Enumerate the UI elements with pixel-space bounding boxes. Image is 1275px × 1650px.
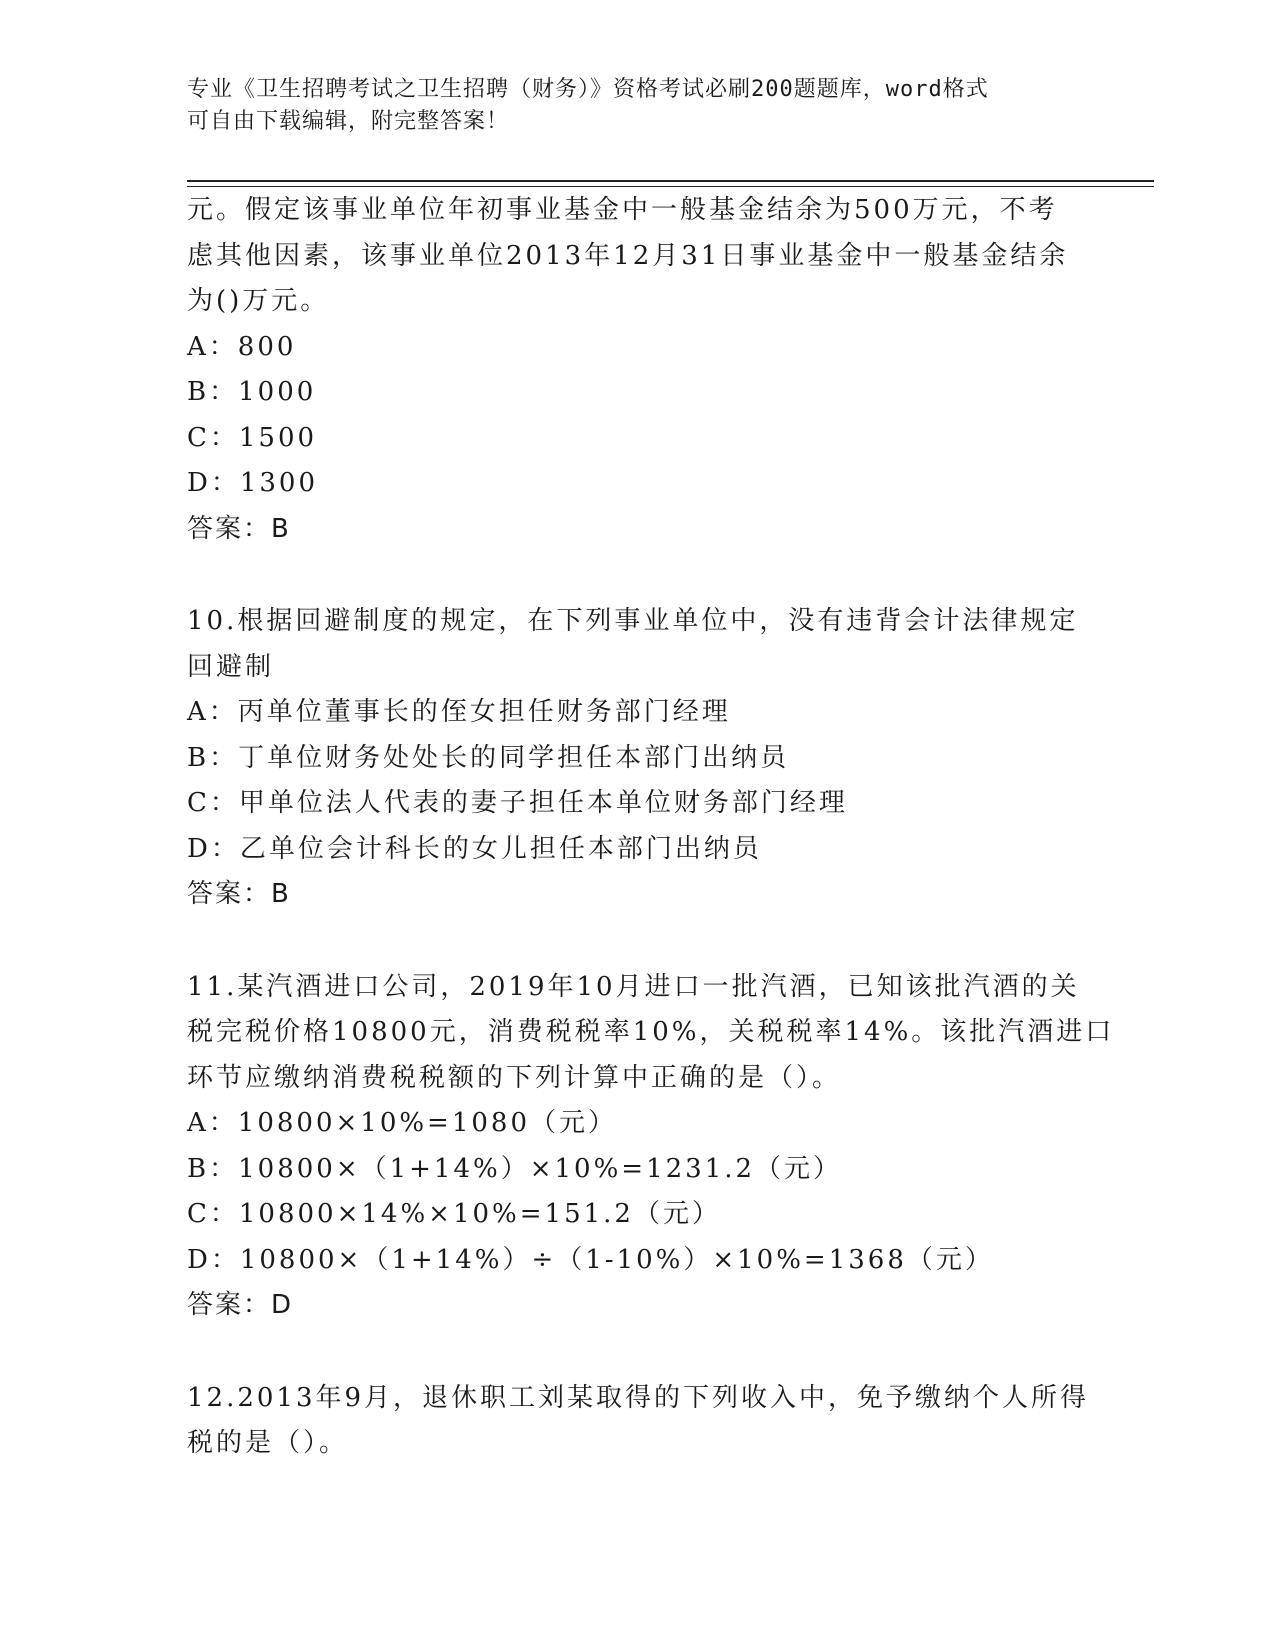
option-b: B：1000 — [187, 377, 317, 407]
header-line: 可自由下载编辑，附完整答案！ — [187, 109, 510, 134]
option-c: C：10800×14%×10%=151.2（元） — [187, 1199, 721, 1229]
answer-label: 答案：B — [187, 513, 291, 544]
option-b: B：丁单位财务处处长的同学担任本部门出纳员 — [187, 742, 790, 773]
spacer — [187, 918, 1087, 965]
option-a: A：10800×10%=1080（元） — [187, 1108, 618, 1138]
option-d: D：乙单位会计科长的女儿担任本部门出纳员 — [187, 833, 762, 864]
question-11 — [187, 965, 1115, 1329]
option-d: D：1300 — [187, 468, 319, 498]
answer-label: 答案：D — [187, 1290, 294, 1320]
spacer — [187, 552, 1087, 599]
header-divider-thin — [187, 186, 1154, 187]
option-c: C：甲单位法人代表的妻子担任本单位财务部门经理 — [187, 788, 848, 818]
option-a: A：丙单位董事长的侄女担任财务部门经理 — [187, 697, 731, 727]
question-text-line: 回避制 — [187, 651, 275, 682]
question-text-line: 11.某汽酒进口公司，2019年10月进口一批汽酒，已知该批汽酒的关 — [187, 971, 1080, 1002]
question-text-line: 元。假定该事业单位年初事业基金中一般基金结余为500万元，不考 — [187, 195, 1058, 225]
option-a: A：800 — [187, 331, 297, 362]
question-12 — [187, 1376, 1090, 1467]
question-text-line: 环节应缴纳消费税税额的下列计算中正确的是（）。 — [187, 1062, 842, 1093]
option-b: B：10800×（1+14%）×10%=1231.2（元） — [187, 1153, 843, 1184]
header-line: 专业《卫生招聘考试之卫生招聘（财务）》资格考试必刷200题题库，word格式 — [187, 77, 989, 102]
answer-label: 答案：B — [187, 879, 291, 909]
question-text-line: 10.根据回避制度的规定，在下列事业单位中，没有违背会计法律规定 — [187, 606, 1079, 636]
question-text-line: 税完税价格10800元，消费税税率10%，关税税率14%。该批汽酒进口 — [187, 1017, 1115, 1047]
document-header — [187, 74, 1067, 138]
question-text-line: 12.2013年9月，退休职工刘某取得的下列收入中，免予缴纳个人所得 — [187, 1382, 1090, 1413]
header-divider — [187, 180, 1154, 182]
question-text-line: 虑其他因素，该事业单位2013年12月31日事业基金中一般基金结余 — [187, 240, 1069, 271]
question-continuation — [187, 188, 1087, 552]
option-d: D：10800×（1+14%）÷（1-10%）×10%=1368（元） — [187, 1244, 994, 1275]
question-10 — [187, 599, 1087, 918]
question-text-line: 税的是（）。 — [187, 1428, 349, 1458]
question-text-line: 为()万元。 — [187, 286, 330, 316]
spacer — [187, 1329, 1087, 1376]
option-c: C：1500 — [187, 422, 318, 453]
document-body — [187, 188, 1115, 1467]
